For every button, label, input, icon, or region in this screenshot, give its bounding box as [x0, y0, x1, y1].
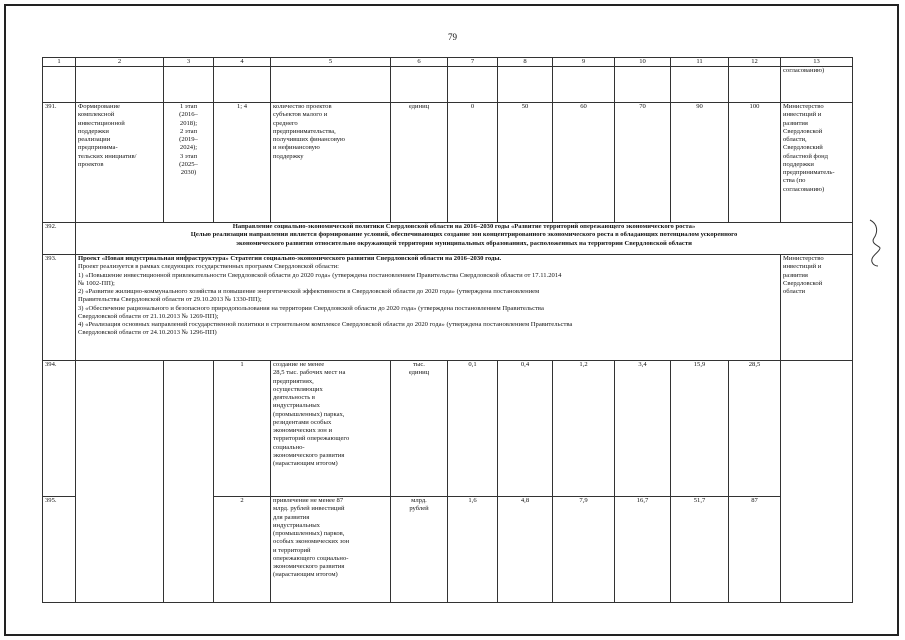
value-cell: 0,1	[448, 361, 498, 497]
value-cell: 100	[729, 103, 781, 223]
program-table	[42, 57, 853, 603]
indicator-cell: создание не менее 28,5 тыс. рабочих мест на предприятиях, осуществляющих деятельность в индустриальных (промышленных) парках, резидентами особых экономических зон и территорий опережающего социально- экономического развития (нарастающим итогом)	[271, 361, 391, 497]
value-cell: 16,7	[615, 497, 671, 603]
direction-title: Направление социально-экономической политики Свердловской области на 2016–2030 годы «Развитие территорий опережающего экономического роста»	[232, 223, 696, 231]
table-row	[43, 103, 853, 223]
header-cell: 12	[729, 58, 781, 67]
page-number: 79	[448, 32, 457, 42]
responsible-cell	[781, 361, 853, 603]
header-cell: 6	[391, 58, 448, 67]
unit-cell: млрд. рублей	[391, 497, 448, 603]
header-cell: 1	[43, 58, 76, 67]
header-cell: 4	[214, 58, 271, 67]
handwritten-bracket-mark	[866, 218, 886, 268]
program-item: 3) «Обеспечение рационального и безопасного природопользования на территории Свердловской области до 2020 года» (утверждена постановлением Правительства	[78, 304, 544, 312]
value-cell: 15,9	[671, 361, 729, 497]
row-number: 393.	[43, 255, 76, 361]
value-cell: 1,6	[448, 497, 498, 603]
table-row	[43, 255, 853, 361]
program-item: Свердловской области от 24.10.2013 № 1296-ПП)	[78, 329, 217, 337]
measure-name	[76, 361, 164, 603]
responsible-cell: Министерство инвестиций и развития Свердловской области, Свердловский областной фонд поддержки предприниматель- ства (по согласованию)	[781, 103, 853, 223]
stages-cell: 1 этап (2016– 2018); 2 этап (2019– 2024); 3 этап (2025– 2030)	[164, 103, 214, 223]
table-row	[43, 223, 853, 255]
project-title: Проект «Новая индустриальная инфраструктура» Стратегии социально-экономического развития Свердловской области на 2016–2030 годы.	[78, 255, 502, 263]
value-cell: 0,4	[498, 361, 553, 497]
project-cell	[76, 255, 781, 361]
unit-cell: тыс. единиц	[391, 361, 448, 497]
table-row	[43, 361, 853, 497]
program-item: Свердловской области от 21.10.2013 № 1269-ПП);	[78, 312, 219, 320]
header-cell: 7	[448, 58, 498, 67]
direction-goal-line: Целью реализации направления является формирование условий, обеспечивающих создание зон концентрированного экономического роста в обладающих потенциалом ускоренного	[190, 231, 738, 239]
stages-cell	[164, 361, 214, 603]
header-cell: 8	[498, 58, 553, 67]
value-cell: 4,8	[498, 497, 553, 603]
value-cell: 87	[729, 497, 781, 603]
table-row	[43, 67, 853, 103]
value-cell: 50	[498, 103, 553, 223]
indicator-cell: количество проектов субъектов малого и среднего предпринимательства, получивших финансовую и нефинансовую поддержку	[271, 103, 391, 223]
program-item: Правительства Свердловской области от 29.10.2013 № 1330-ПП);	[78, 296, 262, 304]
project-intro: Проект реализуется в рамках следующих государственных программ Свердловской области:	[78, 263, 339, 271]
header-cell: 2	[76, 58, 164, 67]
row-number: 394.	[43, 361, 76, 497]
direction-goal-line: экономического развития относительно окружающей территории муниципальных образованиях, расположенных на территории Свердловской области	[236, 239, 692, 247]
header-cell: 5	[271, 58, 391, 67]
responsible-cell: согласованию)	[781, 67, 853, 103]
value-cell: 7,9	[553, 497, 615, 603]
direction-cell	[76, 223, 853, 255]
value-cell: 60	[553, 103, 615, 223]
header-cell: 13	[781, 58, 853, 67]
value-cell: 70	[615, 103, 671, 223]
row-number: 395.	[43, 497, 76, 603]
indicator-cell: привлечение не менее 87 млрд. рублей инвестиций для развития индустриальных (промышленных) парков, особых экономических зон и территорий опережающего социально- экономического развития (нарастающим итогом)	[271, 497, 391, 603]
value-cell: 0	[448, 103, 498, 223]
row-number: 392.	[43, 223, 76, 255]
measure-name: Формирование комплексной инвестиционной поддержки реализации предпринима- тельских инициатив/ проектов	[76, 103, 164, 223]
responsible-cell: Министерство инвестиций и развития Свердловской области	[781, 255, 853, 361]
goal-cell: 1	[214, 361, 271, 497]
value-cell: 1,2	[553, 361, 615, 497]
goal-cell: 2	[214, 497, 271, 603]
program-item: 4) «Реализация основных направлений государственной политики в строительном комплексе Свердловской области до 2020 года» (утверждена постановлением Правительства	[78, 321, 573, 329]
value-cell: 3,4	[615, 361, 671, 497]
value-cell: 51,7	[671, 497, 729, 603]
program-item: 1) «Повышение инвестиционной привлекательности Свердловской области до 2020 года» (утверждена постановлением Правительства Свердловской области от 17.11.2014	[78, 271, 562, 279]
row-number: 391.	[43, 103, 76, 223]
goal-cell: 1; 4	[214, 103, 271, 223]
value-cell: 28,5	[729, 361, 781, 497]
header-cell: 11	[671, 58, 729, 67]
program-item: № 1002-ПП);	[78, 279, 115, 287]
program-item: 2) «Развитие жилищно-коммунального хозяйства и повышение энергетической эффективности в Свердловской области до 2020 года» (утверждена постановлением	[78, 288, 540, 296]
header-row	[43, 58, 853, 67]
header-cell: 10	[615, 58, 671, 67]
header-cell: 3	[164, 58, 214, 67]
header-cell: 9	[553, 58, 615, 67]
unit-cell: единиц	[391, 103, 448, 223]
value-cell: 90	[671, 103, 729, 223]
